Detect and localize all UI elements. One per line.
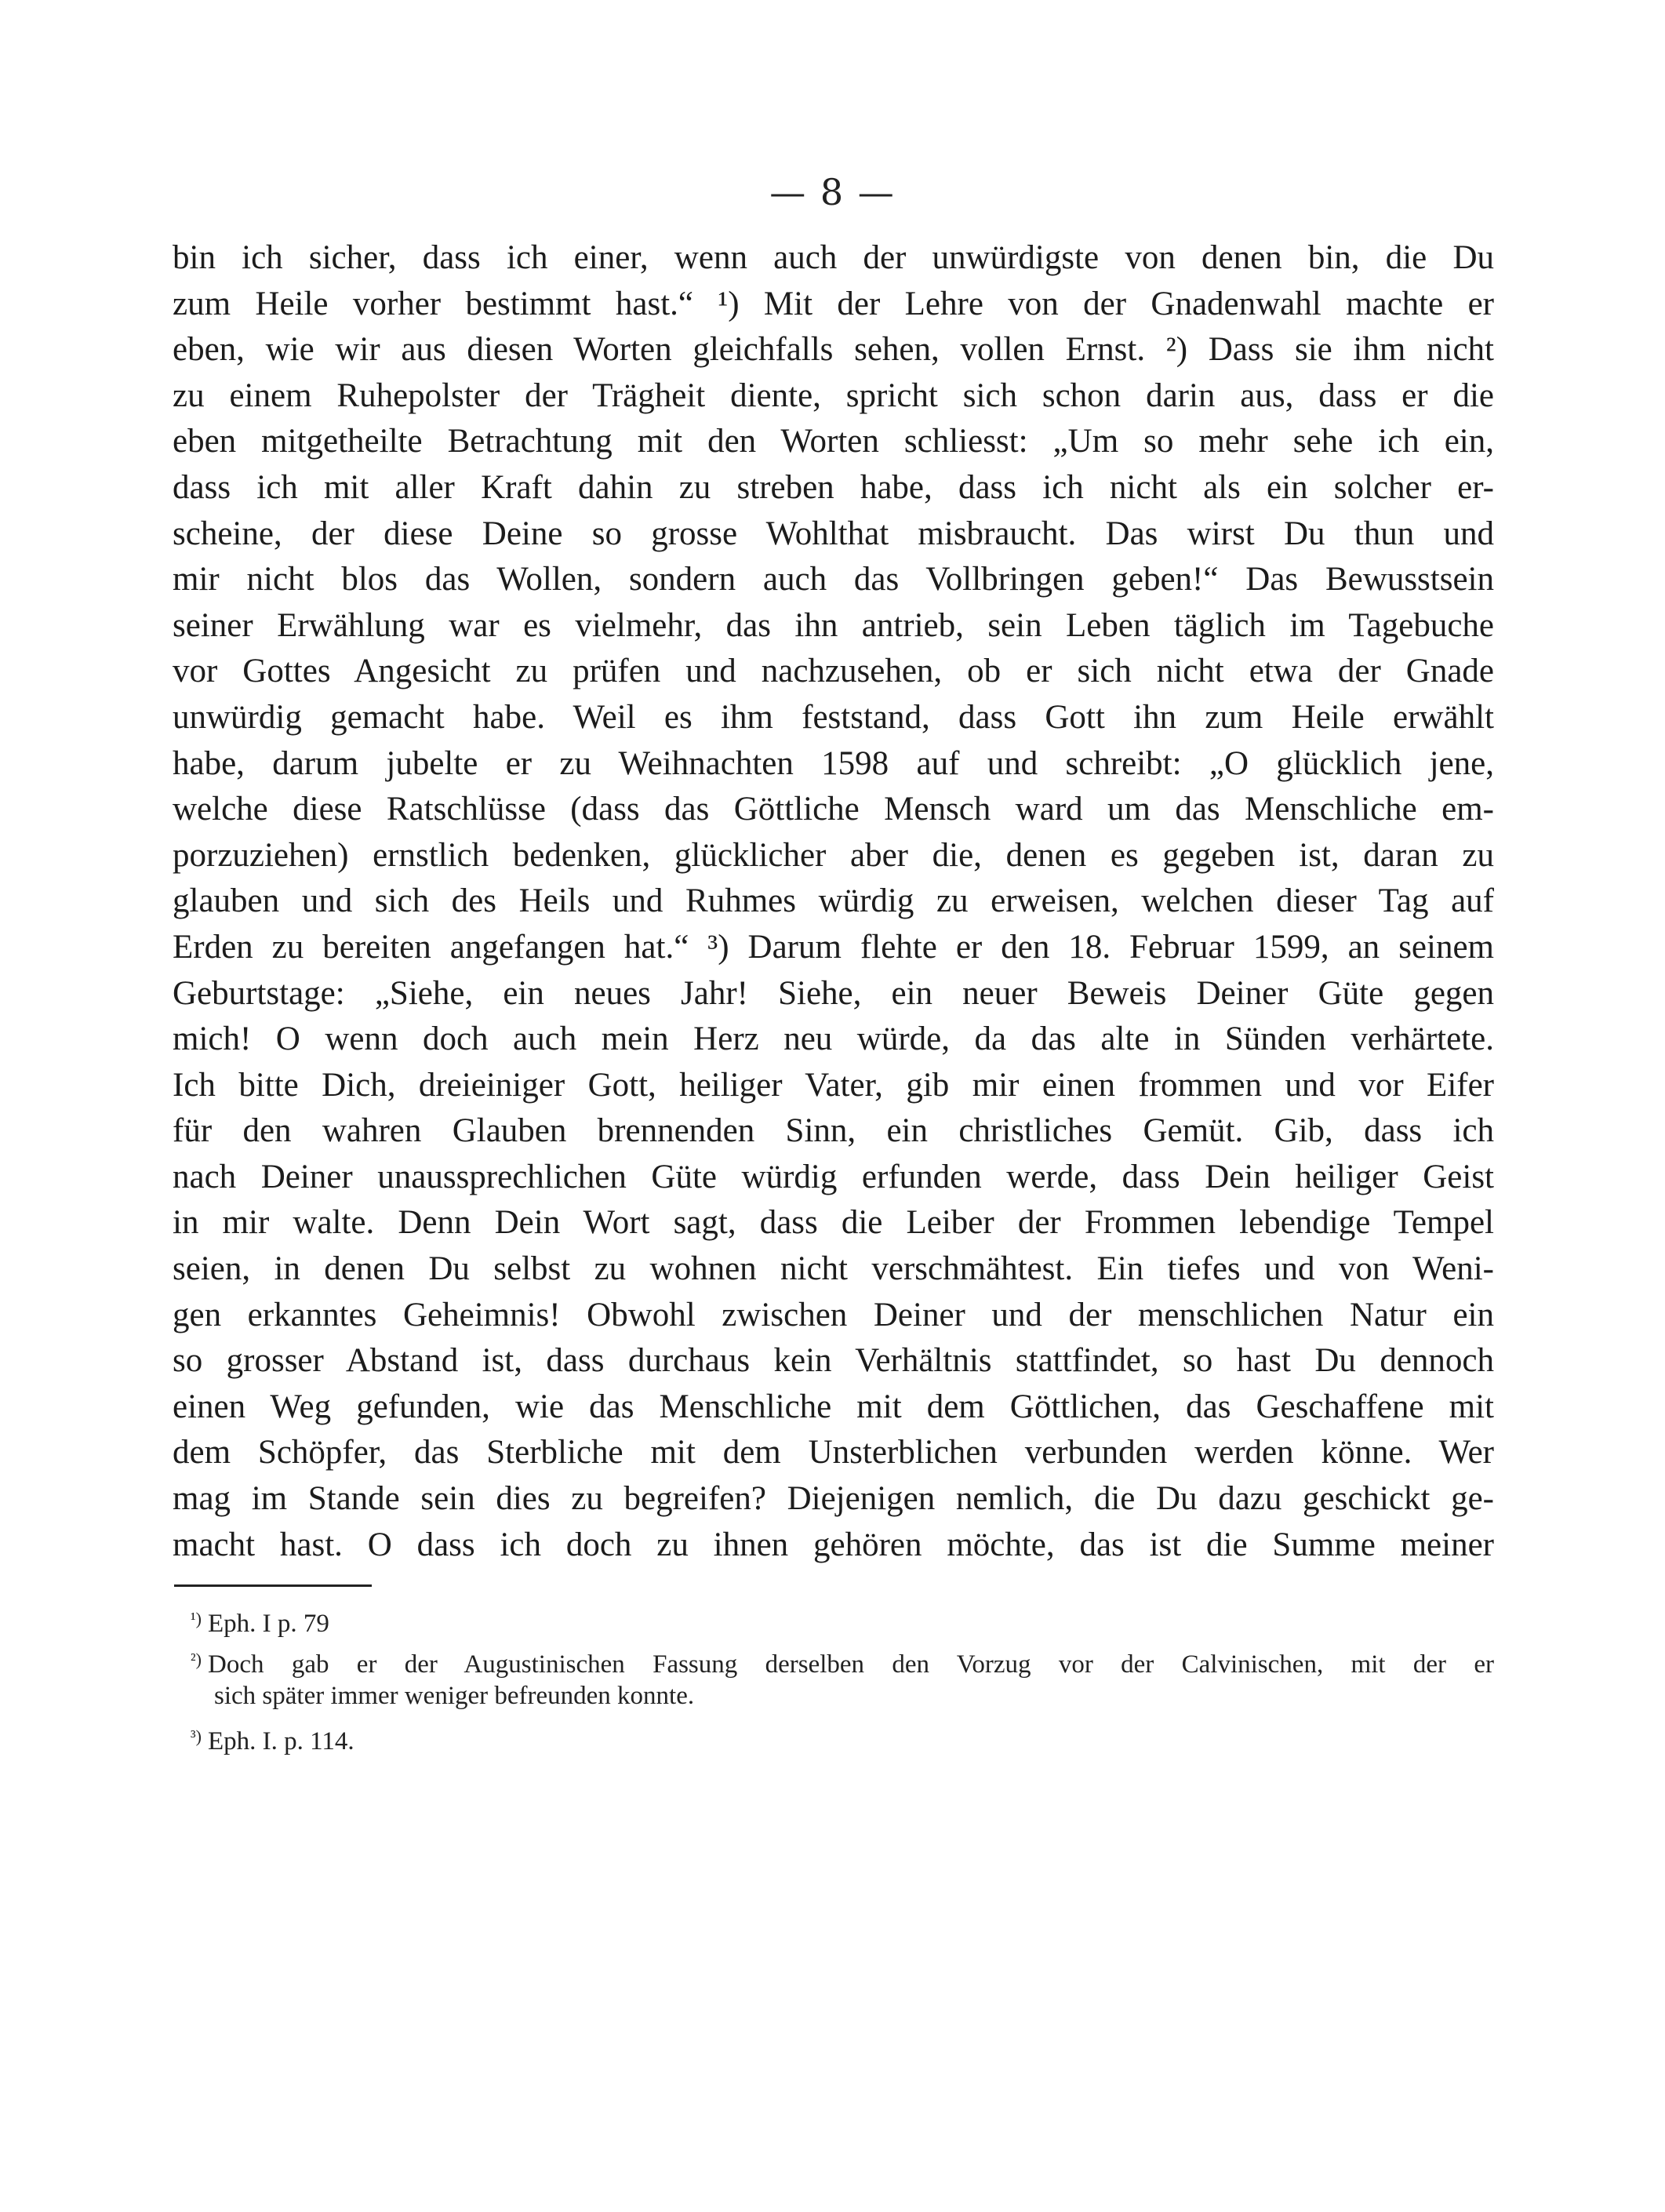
text-line: dass ich mit aller Kraft dahin zu streben habe, dass ich nicht als ein solcher er- (173, 468, 1494, 506)
text-line: eben, wie wir aus diesen Worten gleichfalls sehen, vollen Ernst. ²) Dass sie ihm nicht (173, 331, 1494, 369)
footnote-text: Doch gab er der Augustinischen Fassung derselben den Vorzug vor der Calvinischen, mit der er (208, 1650, 1494, 1679)
footnote-text: Eph. I p. 79 (208, 1610, 329, 1638)
text-line: vor Gottes Angesicht zu prüfen und nachzusehen, ob er sich nicht etwa der Gnade (173, 653, 1494, 690)
text-line: seien, in denen Du selbst zu wohnen nicht verschmähtest. Ein tiefes und von Weni- (173, 1250, 1494, 1288)
text-line: einen Weg gefunden, wie das Menschliche mit dem Göttlichen, das Geschaffene mit (173, 1388, 1494, 1425)
text-line: macht hast. O dass ich doch zu ihnen gehören möchte, das ist die Summe meiner (173, 1526, 1494, 1563)
footnote-text-continuation: sich später immer weniger befreunden konnte. (214, 1682, 695, 1710)
main-text (173, 235, 1494, 1568)
text-line: unwürdig gemacht habe. Weil es ihm feststand, dass Gott ihn zum Heile erwählt (173, 698, 1494, 736)
text-line: in mir walte. Denn Dein Wort sagt, dass die Leiber der Frommen lebendige Tempel (173, 1204, 1494, 1242)
text-line: glauben und sich des Heils und Ruhmes würdig zu erweisen, welchen dieser Tag auf (173, 882, 1494, 920)
text-line: porzuziehen) ernstlich bedenken, glücklicher aber die, denen es gegeben ist, daran zu (173, 836, 1494, 874)
text-line: zu einem Ruhepolster der Trägheit diente, spricht sich schon darin aus, dass er die (173, 377, 1494, 414)
text-line: Geburtstage: „Siehe, ein neues Jahr! Siehe, ein neuer Beweis Deiner Güte gegen (173, 974, 1494, 1012)
footnote-divider (174, 1584, 372, 1587)
text-line: eben mitgetheilte Betrachtung mit den Worten schliesst: „Um so mehr sehe ich ein, (173, 423, 1494, 460)
text-line: Ich bitte Dich, dreieiniger Gott, heiliger Vater, gib mir einen frommen und vor Eifer (173, 1066, 1494, 1104)
text-line: mich! O wenn doch auch mein Herz neu würde, da das alte in Sünden verhärtete. (173, 1021, 1494, 1058)
footnote-2 (191, 1649, 1494, 1712)
text-line: nach Deiner unaussprechlichen Güte würdig erfunden werde, dass Dein heiliger Geist (173, 1158, 1494, 1195)
text-line: mag im Stande sein dies zu begreifen? Diejenigen nemlich, die Du dazu geschickt ge- (173, 1480, 1494, 1518)
footnote-mark: ²) (191, 1650, 202, 1669)
footnotes (191, 1608, 1494, 1757)
footnote-3 (191, 1726, 1494, 1757)
text-line: mir nicht blos das Wollen, sondern auch das Vollbringen geben!“ Das Bewusstsein (173, 561, 1494, 598)
text-line: Erden zu bereiten angefangen hat.“ ³) Darum flehte er den 18. Februar 1599, an seinem (173, 928, 1494, 966)
text-line: bin ich sicher, dass ich einer, wenn auch der unwürdigste von denen bin, die Du (173, 239, 1494, 276)
footnote-mark: ³) (191, 1726, 202, 1746)
text-line: gen erkanntes Geheimnis! Obwohl zwischen Deiner und der menschlichen Natur ein (173, 1296, 1494, 1333)
text-line: seiner Erwählung war es vielmehr, das ihn antrieb, sein Leben täglich im Tagebuche (173, 606, 1494, 644)
text-line: so grosser Abstand ist, dass durchaus kein Verhältnis stattfindet, so hast Du dennoch (173, 1342, 1494, 1380)
text-line: dem Schöpfer, das Sterbliche mit dem Unsterblichen verbunden werden könne. Wer (173, 1434, 1494, 1472)
text-line: für den wahren Glauben brennenden Sinn, ein christliches Gemüt. Gib, dass ich (173, 1112, 1494, 1150)
page-number-header: — 8 — (769, 171, 896, 213)
footnote-mark: ¹) (191, 1609, 202, 1628)
text-line: scheine, der diese Deine so grosse Wohlthat misbraucht. Das wirst Du thun und (173, 515, 1494, 552)
text-line: welche diese Ratschlüsse (dass das Göttliche Mensch ward um das Menschliche em- (173, 791, 1494, 828)
footnote-1 (191, 1608, 1494, 1639)
footnote-text: Eph. I. p. 114. (208, 1727, 354, 1755)
text-line: habe, darum jubelte er zu Weihnachten 1598 auf und schreibt: „O glücklich jene, (173, 744, 1494, 782)
text-line: zum Heile vorher bestimmt hast.“ ¹) Mit der Lehre von der Gnadenwahl machte er (173, 285, 1494, 322)
